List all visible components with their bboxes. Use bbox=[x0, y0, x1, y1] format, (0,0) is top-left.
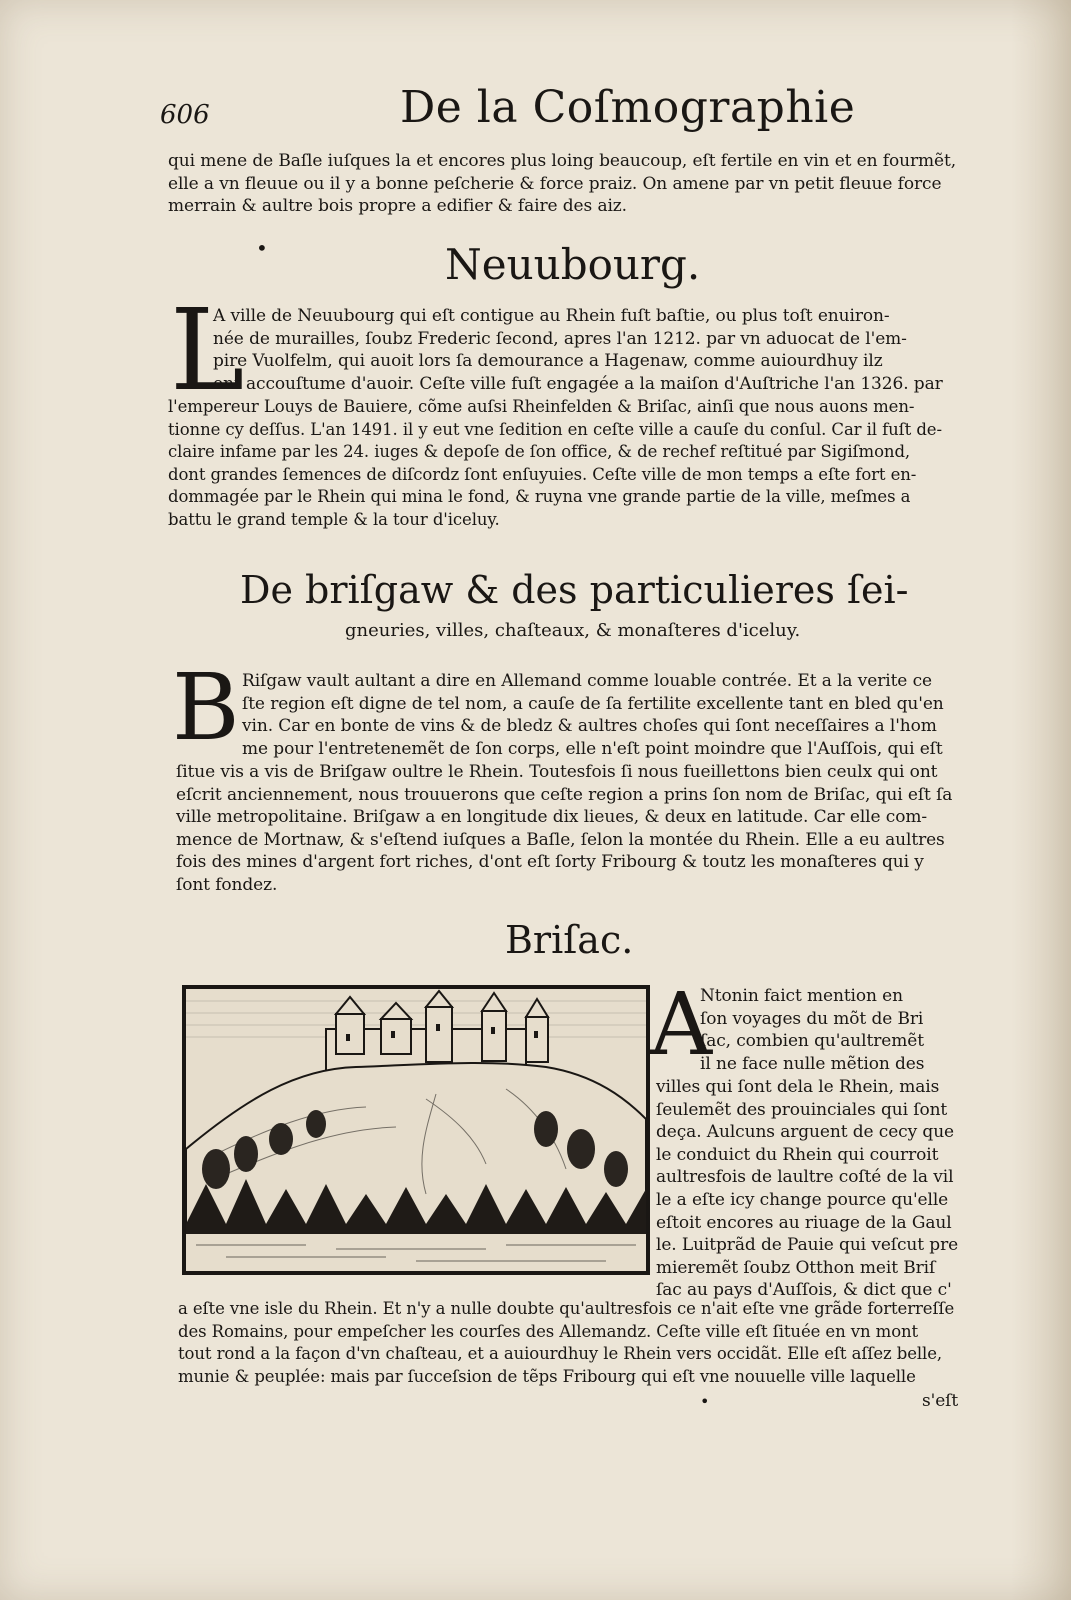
text-line: ſeulemẽt des prouinciales qui ſont bbox=[656, 1099, 948, 1120]
ornament-dot: • bbox=[256, 236, 268, 260]
drop-cap-A: A bbox=[650, 975, 713, 1075]
text-line: ont accouſtume d'auoir. Ceſte ville fuſt engagée a la maiſon d'Auſtriche l'an 1326. par bbox=[213, 373, 943, 394]
page-edge-shadow bbox=[1011, 0, 1071, 1600]
section-heading-neubourg: Neuubourg. bbox=[445, 240, 701, 289]
text-line: tout rond a la façon d'vn chaſteau, et a auiourdhuy le Rhein vers occidãt. Elle eſt aſſez belle, bbox=[178, 1344, 943, 1364]
text-line: merrain & aultre bois propre a edifier & faire des aiz. bbox=[168, 196, 627, 217]
text-line: a eſte vne isle du Rhein. Et n'y a nulle doubte qu'aultresfois ce n'ait eſte vne grãde forterreſſe bbox=[178, 1299, 955, 1318]
text-line: des Romains, pour empeſcher les courſes des Allemandz. Ceſte ville eſt ſituée en vn mont bbox=[178, 1321, 919, 1341]
neubourg-paragraph-cont bbox=[168, 396, 942, 532]
text-line: vin. Car en bonte de vins & de bledz & aultres choſes qui ſont neceſſaires a l'hom bbox=[242, 716, 937, 737]
text-line: claire infame par les 24. iuges & depoſe de ſon office, & de rechef reſtitué par Sigiſmond, bbox=[168, 442, 911, 462]
catchword: s'eſt bbox=[922, 1391, 959, 1411]
text-line: pire Vuolfelm, qui auoit lors ſa demourance a Hagenaw, comme auiourdhuy ilz bbox=[213, 351, 883, 372]
section-heading-brisgaw: De briſgaw & des particulieres ſei- bbox=[240, 568, 909, 612]
brisgaw-paragraph-cont bbox=[176, 761, 952, 897]
brisac-paragraph-full bbox=[178, 1298, 954, 1388]
woodcut-landscape-image bbox=[186, 989, 646, 1271]
text-line: née de murailles, ſoubz Frederic ſecond, apres l'an 1212. par vn aduocat de l'em- bbox=[213, 328, 907, 349]
text-line: le conduict du Rhein qui courroit bbox=[656, 1144, 939, 1165]
text-line: le a eſte icy change pource qu'elle bbox=[656, 1189, 949, 1210]
text-line: tionne cy deſſus. L'an 1491. il y eut vne ſedition en ceſte ville a cauſe du conſul. Car il fuſt de- bbox=[168, 419, 942, 439]
page-number: 606 bbox=[160, 100, 210, 130]
text-line: ſte region eſt digne de tel nom, a cauſe de ſa fertilite excellente tant en bled qu'en bbox=[242, 693, 944, 714]
woodcut-illustration bbox=[182, 985, 650, 1275]
intro-paragraph bbox=[168, 150, 956, 218]
text-line: qui mene de Baſle iuſques la et encores plus loing beaucoup, eſt fertile en vin et en fourmẽt, bbox=[168, 151, 957, 171]
text-line: dommagée par le Rhein qui mina le fond, & ruyna vne grande partie de la ville, meſmes a bbox=[168, 487, 911, 507]
text-line: me pour l'entretenemẽt de ſon corps, elle n'eſt point moindre que l'Auſſois, qui eſt bbox=[242, 738, 943, 759]
text-line: A ville de Neuubourg qui eſt contigue au Rhein fuſt baſtie, ou plus toſt enuiron- bbox=[213, 306, 890, 326]
text-line: munie & peuplée: mais par ſucceſsion de tẽps Fribourg qui eſt vne nouuelle ville laquelle bbox=[178, 1366, 916, 1386]
text-line: Ntonin faict mention en bbox=[700, 986, 903, 1006]
text-line: elle a vn fleuue ou il y a bonne peſcherie & force praiz. On amene par vn petit fleuue force bbox=[168, 173, 942, 194]
neubourg-paragraph bbox=[213, 305, 943, 395]
text-line: ſon voyages du mõt de Bri bbox=[700, 1008, 924, 1029]
brisac-paragraph-aside bbox=[700, 985, 924, 1075]
text-line: ſac, combien qu'aultremẽt bbox=[700, 1031, 924, 1052]
text-line: ſac au pays d'Auſſois, & dict que c' bbox=[656, 1280, 952, 1301]
text-line: eſtoit encores au riuage de la Gaul bbox=[656, 1212, 952, 1233]
text-line: ſont fondez. bbox=[176, 874, 278, 895]
text-line: eſcrit anciennement, nous trouuerons que ceſte region a prins ſon nom de Briſac, qui eſt ſa bbox=[176, 784, 953, 805]
text-line: villes qui ſont dela le Rhein, mais bbox=[656, 1077, 940, 1097]
text-line: l'empereur Louys de Bauiere, cõme auſsi Rheinfelden & Briſac, ainſi que nous auons men- bbox=[168, 397, 915, 416]
text-line: aultresfois de laultre coſté de la vil bbox=[656, 1167, 954, 1188]
text-line: ſitue vis a vis de Briſgaw oultre le Rhein. Toutesfois ſi nous fueillettons bien ceulx qui ont bbox=[176, 762, 938, 782]
brisgaw-paragraph bbox=[242, 670, 944, 760]
brisac-paragraph-aside-cont bbox=[656, 1076, 958, 1302]
text-line: ville metropolitaine. Briſgaw a en longitude dix lieues, & deux en latitude. Car elle com- bbox=[176, 807, 927, 828]
text-line: Riſgaw vault aultant a dire en Allemand comme louable contrée. Et a la verite ce bbox=[242, 671, 932, 691]
text-line: mieremẽt ſoubz Otthon meit Briſ bbox=[656, 1257, 936, 1278]
text-line: il ne face nulle mẽtion des bbox=[700, 1053, 925, 1074]
text-line: deça. Aulcuns arguent de cecy que bbox=[656, 1122, 955, 1143]
text-line: mence de Mortnaw, & s'eſtend iuſques a Baſle, ſelon la montée du Rhein. Elle a eu aultres bbox=[176, 829, 945, 850]
running-title: De la Coſmographie bbox=[400, 82, 856, 133]
text-line: dont grandes ſemences de diſcordz ſont enſuyuies. Ceſte ville de mon temps a eſte fort en- bbox=[168, 464, 917, 484]
section-heading-brisac: Briſac. bbox=[505, 918, 634, 962]
drop-cap-B: B bbox=[172, 654, 240, 761]
ornament-dot: • bbox=[700, 1392, 710, 1411]
drop-cap-L: L bbox=[170, 286, 245, 416]
text-line: battu le grand temple & la tour d'iceluy. bbox=[168, 509, 500, 529]
text-line: le. Luitprãd de Pauie qui veſcut pre bbox=[656, 1235, 959, 1256]
section-subheading-brisgaw: gneuries, villes, chaſteaux, & monaſteres d'iceluy. bbox=[345, 620, 801, 641]
text-line: fois des mines d'argent fort riches, d'ont eſt ſorty Fribourg & toutz les monaſteres qui y bbox=[176, 852, 924, 873]
